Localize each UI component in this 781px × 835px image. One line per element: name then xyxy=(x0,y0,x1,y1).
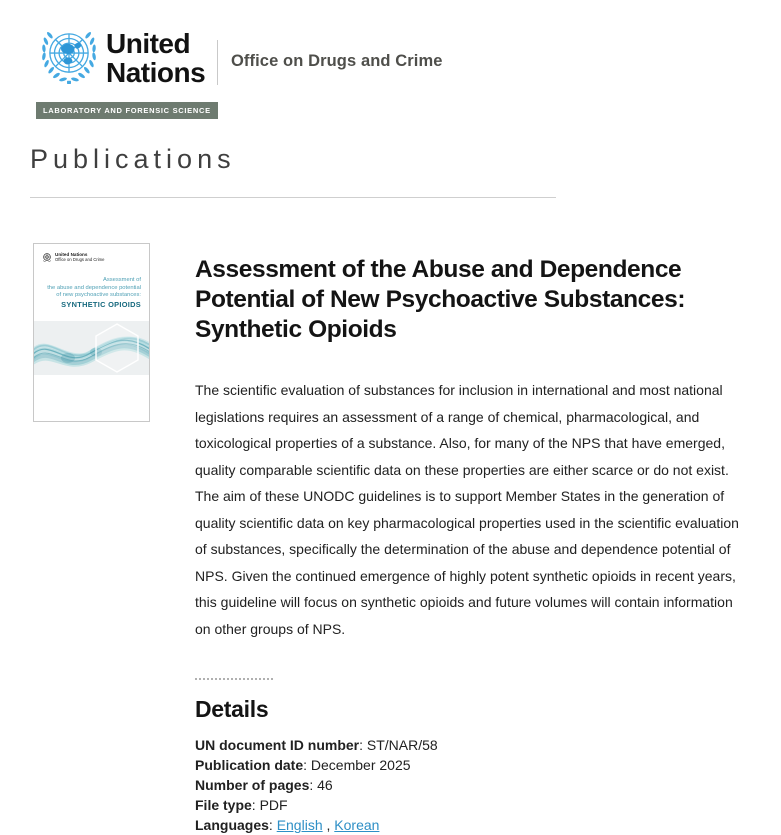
publication-description: The scientific evaluation of substances for inclusion in international and most national legislations requires an assessment of a range of chemical, pharmacological, and toxicological properties of a substance. Also, for many of the NPS that have emerged, quality comparable scientific data on these properties are either scarce or do not exist. The aim of these UNODC guidelines is to support Member States in the generation of quality scientific data on key pharmacological properties used in the scientific evaluation of substances, specifically the determination of the abuse and dependence potential of NPS. Given the continued emergence of highly potent synthetic opioids in recent years, this guideline will focus on synthetic opioids and future volumes will contain information on other groups of NPS. xyxy=(195,382,739,637)
cover-un-emblem-icon xyxy=(42,252,52,262)
language-link-korean[interactable]: Korean xyxy=(334,817,380,833)
un-emblem-icon xyxy=(36,24,102,90)
language-link-english[interactable]: English xyxy=(276,817,323,833)
detail-row-number-of-pages xyxy=(195,775,747,795)
language-separator: , xyxy=(322,817,335,833)
dotted-divider xyxy=(195,678,273,680)
detail-colon: : xyxy=(309,777,318,793)
detail-label: Languages xyxy=(195,817,269,833)
cover-title-line4: SYNTHETIC OPIOIDS xyxy=(61,299,141,309)
details-list xyxy=(195,735,747,835)
publication-title: Assessment of the Abuse and Dependence Potential of New Psychoactive Substances: Synthetic Opioids xyxy=(195,256,686,343)
cover-wave-artwork xyxy=(34,321,149,375)
detail-colon: : xyxy=(251,797,260,813)
cover-publisher-line1: United Nations xyxy=(55,252,88,257)
detail-colon: : xyxy=(359,737,367,753)
detail-value: 46 xyxy=(317,777,333,793)
detail-label: Number of pages xyxy=(195,777,310,793)
cover-publisher-line2: Office on Drugs and Crime xyxy=(55,257,105,262)
cover-title-line3: of new psychoactive substances: xyxy=(56,292,141,298)
header-divider xyxy=(217,40,218,85)
org-name-line1: United xyxy=(106,28,191,59)
detail-value: December 2025 xyxy=(310,757,411,773)
detail-value: ST/NAR/58 xyxy=(366,737,438,753)
detail-colon: : xyxy=(268,817,277,833)
org-name-line2: Nations xyxy=(106,57,206,88)
section-divider xyxy=(30,197,556,198)
detail-label: File type xyxy=(195,797,252,813)
lab-forensic-science-badge[interactable]: LABORATORY AND FORENSIC SCIENCE xyxy=(36,102,218,119)
detail-row-publication-date xyxy=(195,755,747,775)
cover-title-line2: the abuse and dependence potential xyxy=(47,284,141,291)
cover-title-line1: Assessment of xyxy=(102,277,141,283)
detail-row-file-type xyxy=(195,795,747,815)
detail-colon: : xyxy=(303,757,311,773)
cover-title xyxy=(47,277,141,308)
org-name xyxy=(106,29,205,87)
detail-label: UN document ID number xyxy=(195,737,360,753)
page-title: Publications xyxy=(30,144,236,174)
office-title: Office on Drugs and Crime xyxy=(231,52,443,70)
un-logo[interactable] xyxy=(36,24,205,90)
details-heading: Details xyxy=(195,696,269,722)
publication-cover-thumbnail[interactable] xyxy=(33,243,150,422)
detail-value: PDF xyxy=(259,797,288,813)
detail-row-languages xyxy=(195,815,747,835)
detail-row-document-id xyxy=(195,735,747,755)
detail-label: Publication date xyxy=(195,757,304,773)
cover-publisher xyxy=(42,252,105,262)
publication-detail xyxy=(195,255,747,835)
